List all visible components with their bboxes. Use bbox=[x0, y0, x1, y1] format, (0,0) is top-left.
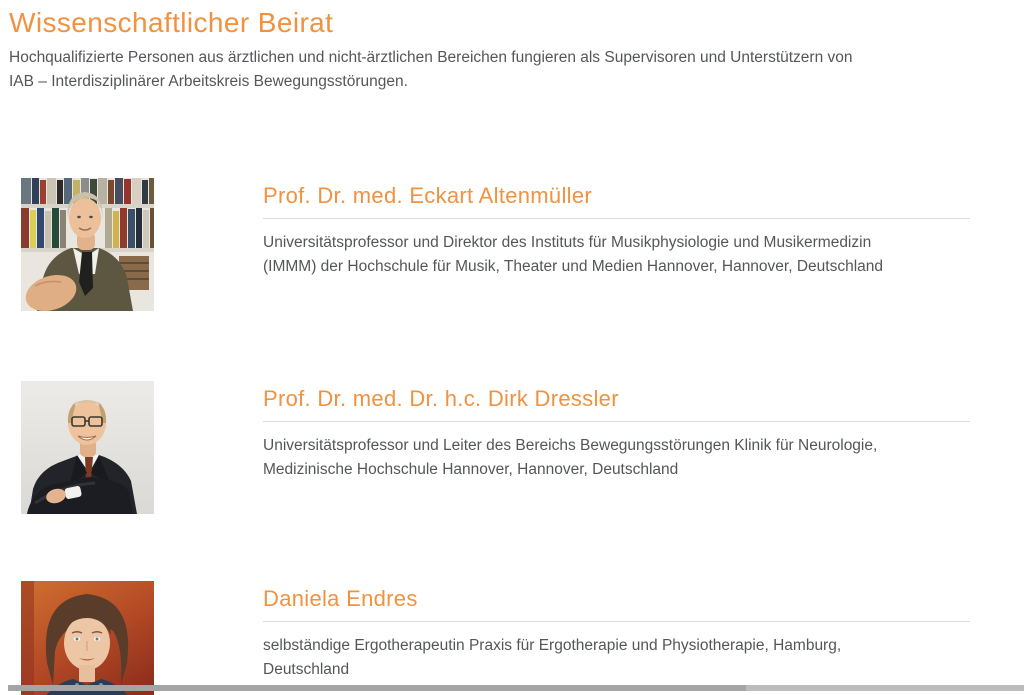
member-description bbox=[263, 634, 970, 682]
member-photo-endres bbox=[21, 581, 154, 695]
description-line-1: Universitätsprofessor und Leiter des Bereichs Bewegungsstörungen Klinik für Neurologie, bbox=[263, 437, 878, 454]
intro-line-1: Hochqualifizierte Personen aus ärztlichen und nicht-ärztlichen Bereichen fungieren als Supervisoren und Unterstützern von bbox=[9, 49, 853, 66]
member-info bbox=[263, 178, 970, 311]
page-title: Wissenschaftlicher Beirat bbox=[9, 7, 334, 38]
portrait-daniela-endres-illustration bbox=[21, 581, 154, 695]
portrait-dirk-dressler-illustration bbox=[21, 381, 154, 514]
scrollbar-thumb[interactable] bbox=[8, 685, 746, 691]
member-row-dressler bbox=[21, 381, 970, 514]
member-photo-altenmueller bbox=[21, 178, 154, 311]
member-name: Prof. Dr. med. Eckart Altenmüller bbox=[263, 183, 593, 208]
member-name: Prof. Dr. med. Dr. h.c. Dirk Dressler bbox=[263, 386, 619, 411]
divider bbox=[263, 621, 970, 622]
portrait-eckart-altenmueller-illustration bbox=[21, 178, 154, 311]
description-line-2: (IMMM) der Hochschule für Musik, Theater und Medien Hannover, Hannover, Deutschland bbox=[263, 258, 884, 275]
member-info bbox=[263, 581, 970, 695]
intro-text bbox=[9, 46, 853, 94]
member-info bbox=[263, 381, 970, 514]
member-row-endres bbox=[21, 581, 970, 695]
member-description bbox=[263, 231, 970, 279]
description-line-1: selbständige Ergotherapeutin Praxis für Ergotherapie und Physiotherapie, Hamburg, bbox=[263, 637, 842, 654]
description-line-2: Deutschland bbox=[263, 661, 350, 678]
member-name: Daniela Endres bbox=[263, 586, 418, 611]
horizontal-scrollbar[interactable] bbox=[8, 685, 1024, 691]
divider bbox=[263, 421, 970, 422]
description-line-1: Universitätsprofessor und Direktor des Instituts für Musikphysiologie und Musikermedizin bbox=[263, 234, 872, 251]
description-line-2: Medizinische Hochschule Hannover, Hannover, Deutschland bbox=[263, 461, 679, 478]
member-photo-dressler bbox=[21, 381, 154, 514]
intro-line-2: IAB – Interdisziplinärer Arbeitskreis Bewegungsstörungen. bbox=[9, 73, 408, 90]
divider bbox=[263, 218, 970, 219]
member-description bbox=[263, 434, 970, 482]
member-row-altenmueller bbox=[21, 178, 970, 311]
